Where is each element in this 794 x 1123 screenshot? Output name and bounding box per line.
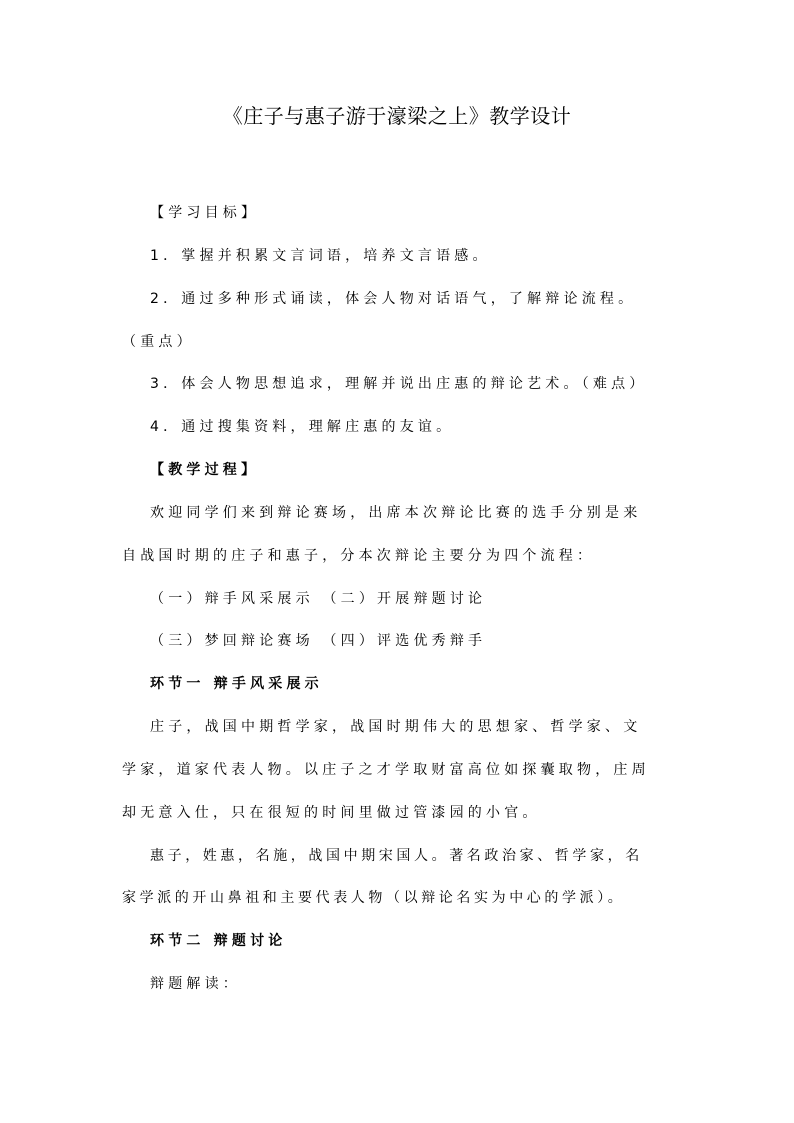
section-heading-objectives: 【学习目标】 (150, 205, 260, 221)
huizi-paragraph-line-2: 家学派的开山鼻祖和主要代表人物（以辩论名实为中心的学派）。 (122, 890, 626, 906)
section-heading-process: 【教学过程】 (150, 462, 260, 478)
zhuangzi-paragraph-line-3: 却无意入仕，只在很短的时间里做过管漆园的小官。 (122, 805, 541, 821)
huizi-paragraph-line-1: 惠子，姓惠，名施，战国中期宋国人。著名政治家、哲学家，名 (150, 848, 643, 864)
objective-2-note: （重点） (122, 334, 195, 350)
document-title: 《庄子与惠子游于濠梁之上》教学设计 (222, 104, 572, 128)
stage-2-heading: 环节二 辩题讨论 (150, 933, 287, 949)
process-list-line-1: （一）辩手风采展示 （二）开展辩题讨论 (150, 591, 487, 607)
objective-1: 1．掌握并积累文言词语，培养文言语感。 (150, 248, 491, 264)
intro-paragraph-line-1: 欢迎同学们来到辩论赛场，出席本次辩论比赛的选手分别是来 (150, 505, 642, 521)
zhuangzi-paragraph-line-2: 学家，道家代表人物。以庄子之才学取财富高位如探囊取物，庄周 (122, 762, 650, 778)
objective-4: 4．通过搜集资料，理解庄惠的友谊。 (150, 419, 455, 435)
stage-1-heading: 环节一 辩手风采展示 (150, 676, 323, 692)
intro-paragraph-line-2: 自战国时期的庄子和惠子，分本次辩论主要分为四个流程： (122, 548, 596, 564)
process-list-line-2: （三）梦回辩论赛场 （四）评选优秀辩手 (150, 633, 487, 649)
objective-2: 2．通过多种形式诵读，体会人物对话语气，了解辩论流程。 (150, 291, 637, 307)
zhuangzi-paragraph-line-1: 庄子，战国中期哲学家，战国时期伟大的思想家、哲学家、文 (150, 719, 642, 735)
objective-3: 3．体会人物思想追求，理解并说出庄惠的辩论艺术。（难点） (150, 376, 648, 392)
topic-interpretation-label: 辩题解读： (150, 976, 241, 992)
